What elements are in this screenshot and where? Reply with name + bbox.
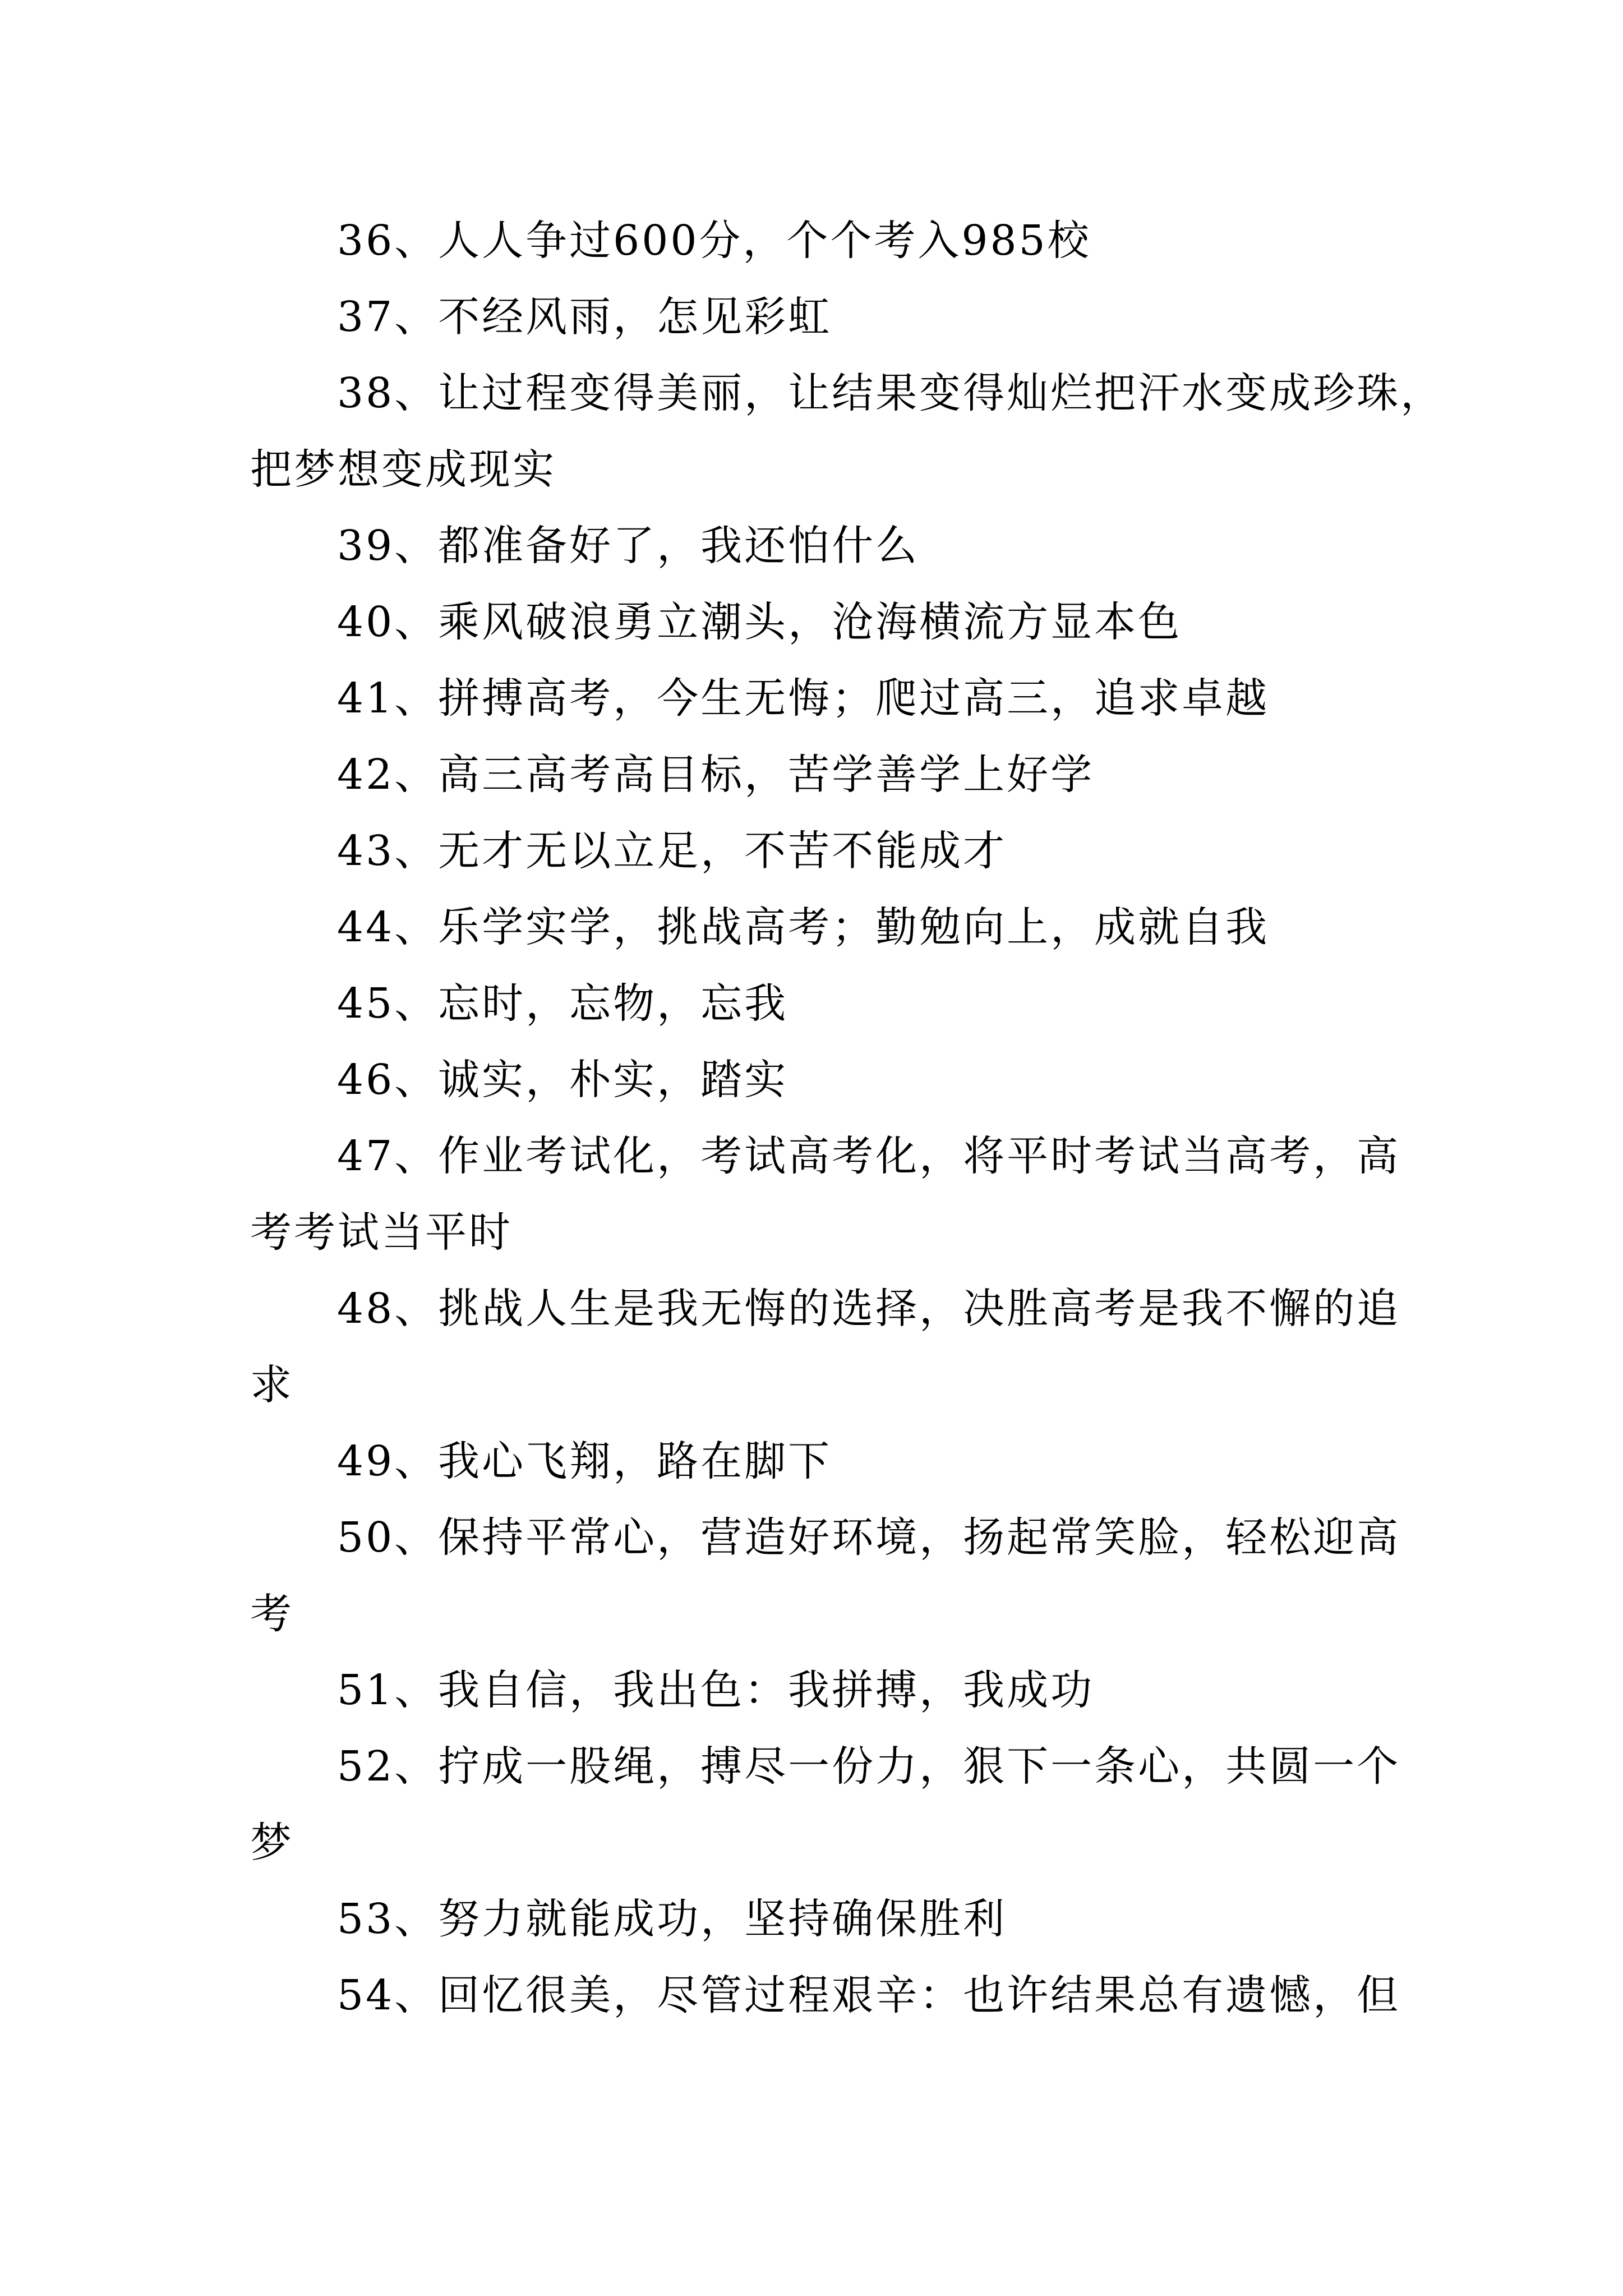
slogan-line: 53、努力就能成功，坚持确保胜利 — [337, 1895, 1007, 1943]
slogan-line: 50、保持平常心，营造好环境，扬起常笑脸，轻松迎高 — [337, 1513, 1401, 1562]
slogan-line: 41、拼搏高考，今生无悔；爬过高三，追求卓越 — [337, 674, 1270, 723]
slogan-line: 54、回忆很美，尽管过程艰辛：也许结果总有遗憾，但 — [337, 1971, 1401, 2019]
slogan-line: 45、忘时，忘物，忘我 — [337, 979, 789, 1028]
slogan-line: 43、无才无以立足，不苦不能成才 — [337, 827, 1007, 875]
slogan-line: 44、乐学实学，挑战高考；勤勉向上，成就自我 — [337, 903, 1270, 951]
slogan-line: 38、让过程变得美丽，让结果变得灿烂把汗水变成珍珠， — [337, 369, 1445, 417]
slogan-line: 48、挑战人生是我无悔的选择，决胜高考是我不懈的追 — [337, 1285, 1401, 1333]
document-body — [250, 203, 1445, 2033]
slogan-line-continuation: 考考试当平时 — [250, 1208, 513, 1257]
slogan-line-continuation: 求 — [250, 1361, 294, 1409]
slogan-line: 37、不经风雨，怎见彩虹 — [337, 293, 832, 341]
slogan-line: 36、人人争过600分，个个考入985校 — [337, 217, 1091, 265]
slogan-line: 40、乘风破浪勇立潮头，沧海横流方显本色 — [337, 598, 1182, 646]
slogan-line: 49、我心飞翔，路在脚下 — [337, 1437, 832, 1485]
slogan-line-continuation: 考 — [250, 1590, 294, 1638]
slogan-line: 47、作业考试化，考试高考化，将平时考试当高考，高 — [337, 1132, 1401, 1180]
slogan-line-continuation: 把梦想变成现实 — [250, 445, 556, 494]
slogan-line: 52、拧成一股绳，搏尽一份力，狠下一条心，共圆一个 — [337, 1742, 1401, 1791]
slogan-line: 39、都准备好了，我还怕什么 — [337, 522, 920, 570]
slogan-line: 46、诚实，朴实，踏实 — [337, 1056, 789, 1104]
slogan-line: 42、高三高考高目标，苦学善学上好学 — [337, 751, 1095, 799]
slogan-line: 51、我自信，我出色：我拼搏，我成功 — [337, 1666, 1095, 1714]
slogan-line-continuation: 梦 — [250, 1819, 294, 1867]
